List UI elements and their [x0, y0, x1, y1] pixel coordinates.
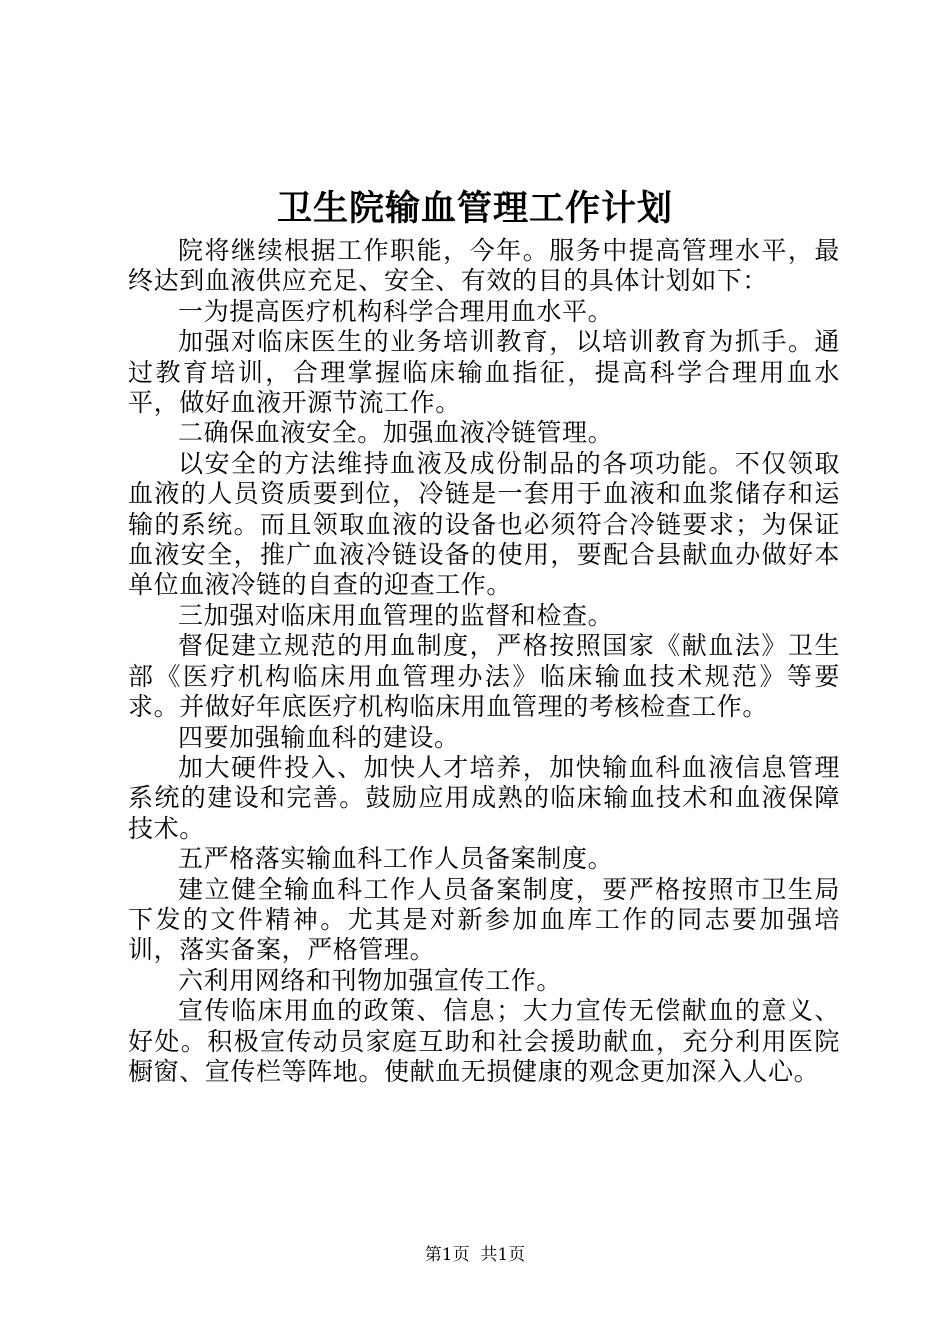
section-heading-6: 六利用网络和刊物加强宣传工作。 [178, 965, 563, 995]
paragraph-intro: 院将继续根据工作职能，今年。服务中提高管理水平，最终达到血液供应充足、安全、有效的目的具体计划如下： [128, 236, 840, 296]
document-title: 卫生院输血管理工作计划 [276, 188, 673, 229]
paragraph-5: 建立健全输血科工作人员备案制度，要严格按照市卫生局下发的文件精神。尤其是对新参加血库工作的同志要加强培训，落实备案，严格管理。 [128, 874, 840, 965]
paragraph-1: 加强对临床医生的业务培训教育，以培训教育为抓手。通过教育培训，合理掌握临床输血指征，提高科学合理用血水平，做好血液开源节流工作。 [128, 327, 840, 418]
page-footer [0, 1244, 950, 1266]
paragraph-3: 督促建立规范的用血制度，严格按照国家《献血法》卫生部《医疗机构临床用血管理办法》临床输血技术规范》等要求。并做好年底医疗机构临床用血管理的考核检查工作。 [128, 631, 840, 722]
section-heading-4: 四要加强输血科的建设。 [178, 722, 460, 752]
paragraph-6: 宣传临床用血的政策、信息；大力宣传无偿献血的意义、好处。积极宣传动员家庭互助和社会援助献血，充分利用医院橱窗、宣传栏等阵地。使献血无损健康的观念更加深入人心。 [128, 996, 840, 1086]
page-number: 第1页 [424, 1245, 470, 1265]
page-total: 共1页 [480, 1245, 526, 1265]
paragraph-4: 加大硬件投入、加快人才培养，加快输血科血液信息管理系统的建设和完善。鼓励应用成熟的临床输血技术和血液保障技术。 [128, 752, 840, 843]
document-body [128, 236, 840, 1087]
section-heading-3: 三加强对临床用血管理的监督和检查。 [178, 600, 614, 630]
section-heading-2: 二确保血液安全。加强血液冷链管理。 [178, 418, 614, 448]
paragraph-2: 以安全的方法维持血液及成份制品的各项功能。不仅领取血液的人员资质要到位，冷链是一套用于血液和血浆储存和运输的系统。而且领取血液的设备也必须符合冷链要求；为保证血液安全，推广血液冷链设备的使用，要配合县献血办做好本单位血液冷链的自查的迎查工作。 [128, 448, 840, 600]
section-heading-1: 一为提高医疗机构科学合理用血水平。 [178, 296, 614, 326]
footer-separator [470, 1245, 481, 1265]
section-heading-5: 五严格落实输血科工作人员备案制度。 [178, 844, 614, 874]
